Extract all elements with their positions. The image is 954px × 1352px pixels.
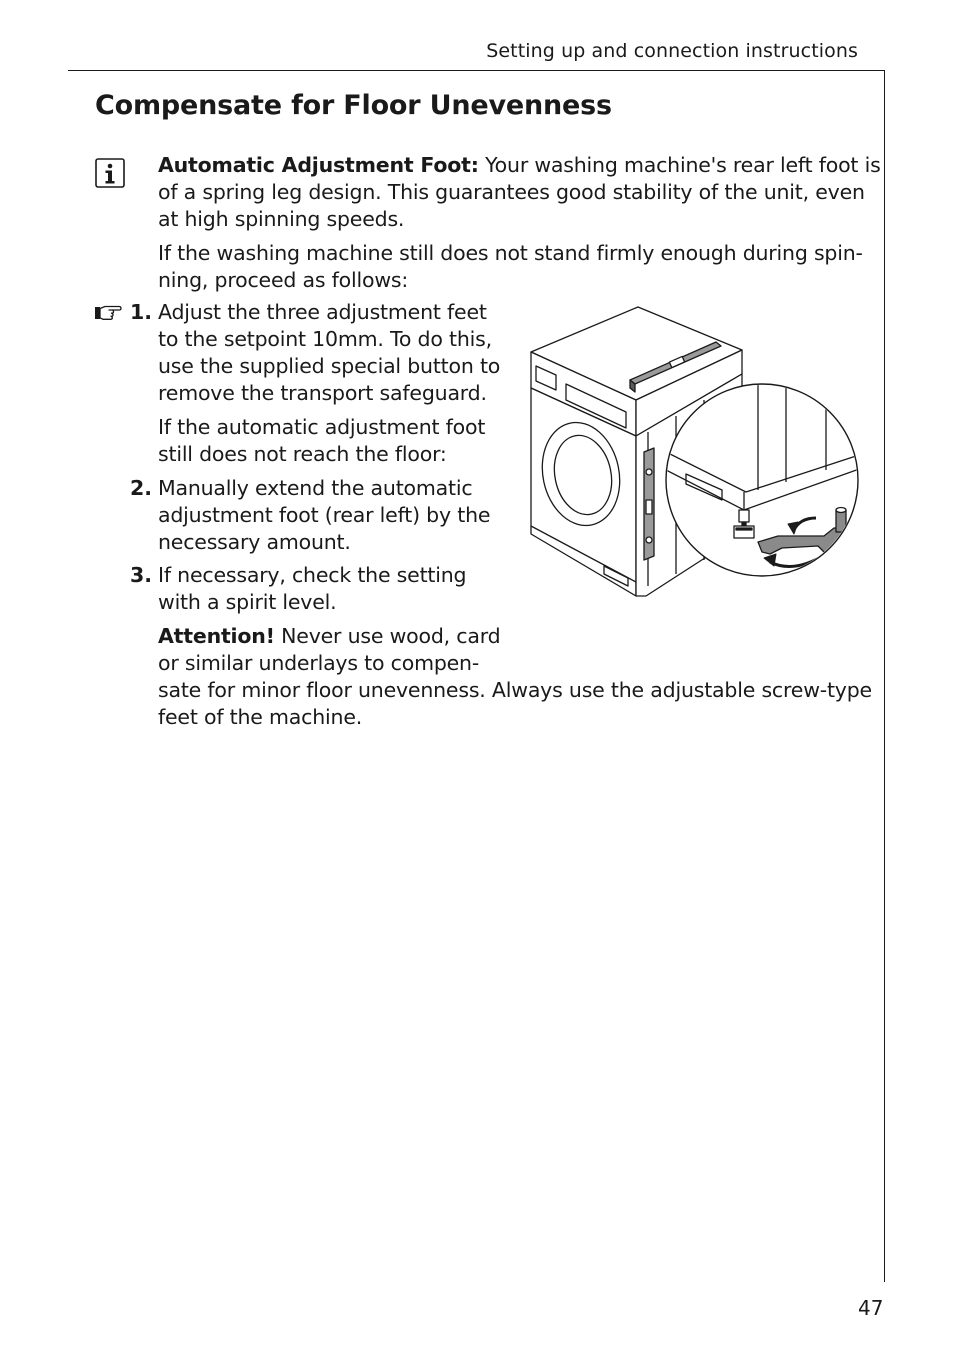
info-followup-line-2: ning, proceed as follows:: [158, 268, 409, 292]
step-2-number: 2.: [129, 476, 152, 500]
attention-line-3: sate for minor floor unevenness. Always use the adjustable screw-type: [158, 678, 872, 702]
step-1-note-line-1: If the automatic adjustment foot: [158, 415, 486, 439]
margin-rule: [884, 70, 885, 1282]
pointing-hand-icon: [94, 304, 122, 322]
step-3-line-2: with a spirit level.: [158, 590, 337, 614]
info-note-line-2: of a spring leg design. This guarantees good stability of the unit, even: [158, 180, 865, 204]
washing-machine-spirit-level-illustration: [526, 304, 862, 602]
step-3-number: 3.: [129, 563, 152, 587]
info-note-line-3: at high spinning speeds.: [158, 207, 405, 231]
step-1-line-3: use the supplied special button to: [158, 354, 501, 378]
step-2-line-1: Manually extend the automatic: [158, 476, 473, 500]
step-2-line-3: necessary amount.: [158, 530, 351, 554]
attention-label: Attention!: [158, 624, 275, 648]
info-note-text: Your washing machine's rear left foot is: [485, 153, 881, 177]
step-1-note-line-2: still does not reach the floor:: [158, 442, 447, 466]
attention-text: Never use wood, card: [281, 624, 501, 648]
running-header: Setting up and connection instructions: [486, 40, 858, 62]
info-note-line-1: [158, 152, 881, 179]
attention-line-2: or similar underlays to compen-: [158, 651, 480, 675]
attention-line-4: feet of the machine.: [158, 705, 363, 729]
attention-line-1: [158, 623, 500, 650]
header-rule: [68, 70, 885, 71]
info-icon: [95, 158, 125, 188]
step-1-line-4: remove the transport safeguard.: [158, 381, 487, 405]
step-1-number: 1.: [129, 300, 152, 324]
page-number: 47: [858, 1296, 884, 1320]
info-note-label: Automatic Adjustment Foot:: [158, 153, 479, 177]
info-followup-line-1: If the washing machine still does not stand firmly enough during spin-: [158, 241, 863, 265]
step-1-line-1: Adjust the three adjustment feet: [158, 300, 487, 324]
page-title: Compensate for Floor Unevenness: [95, 90, 612, 121]
step-3-line-1: If necessary, check the setting: [158, 563, 467, 587]
step-1-line-2: to the setpoint 10mm. To do this,: [158, 327, 492, 351]
step-2-line-2: adjustment foot (rear left) by the: [158, 503, 491, 527]
